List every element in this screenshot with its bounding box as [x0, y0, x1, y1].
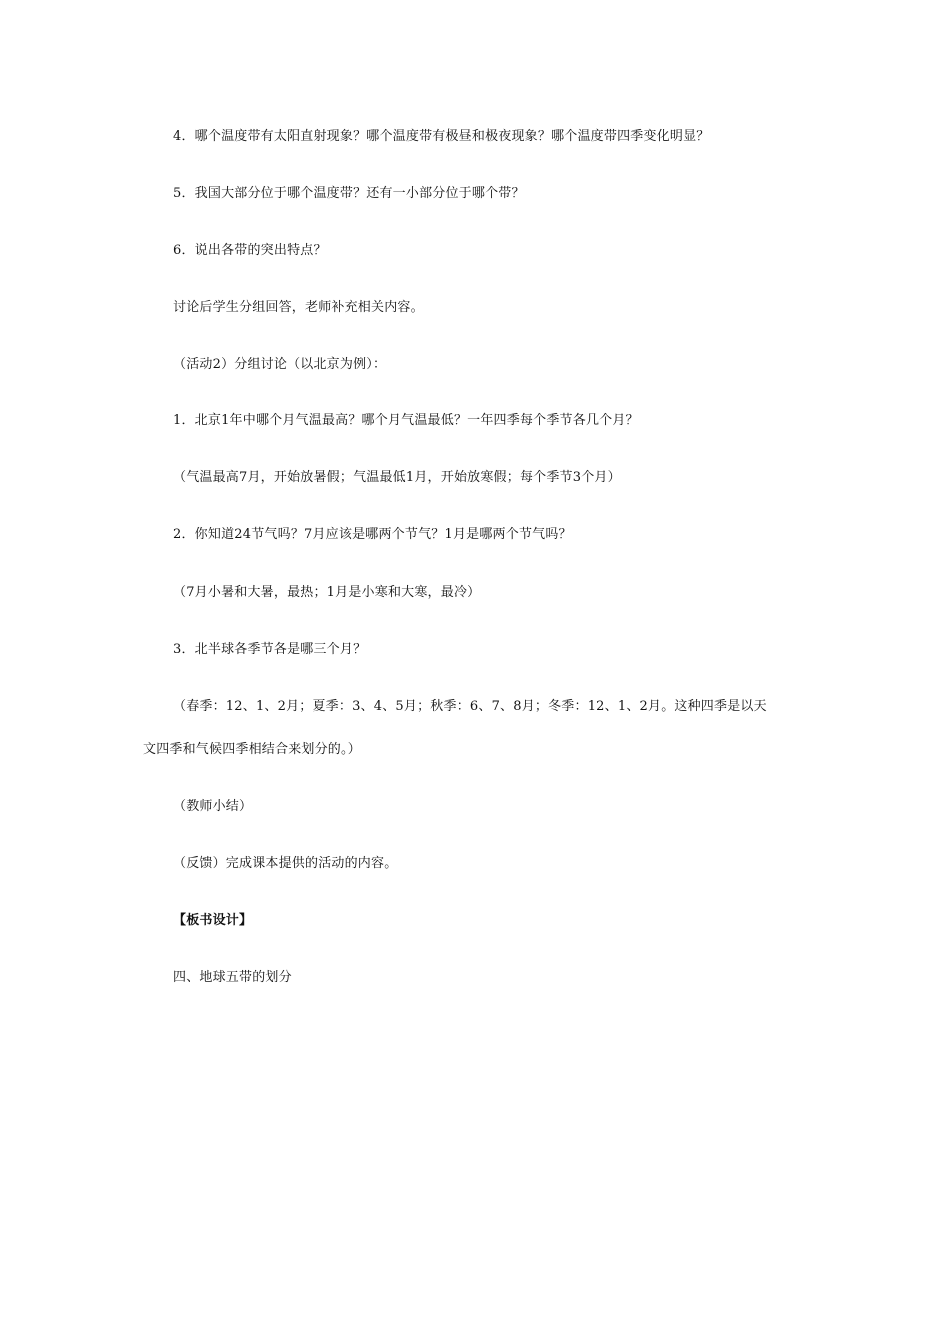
activity-answer-3-line-1: （春季：12、1、2月；夏季：3、4、5月；秋季：6、7、8月；冬季：12、1、2月。这种四季是以天 — [173, 699, 767, 714]
section-title: 四、地球五带的划分 — [173, 970, 292, 985]
teacher-summary: （教师小结） — [173, 799, 253, 814]
discussion-note: 讨论后学生分组回答，老师补充相关内容。 — [173, 300, 424, 315]
activity-answer-1: （气温最高7月，开始放暑假；气温最低1月，开始放寒假；每个季节3个月） — [173, 470, 621, 485]
activity-answer-2: （7月小暑和大暑，最热；1月是小寒和大寒，最冷） — [173, 585, 481, 600]
feedback-line: （反馈）完成课本提供的活动的内容。 — [173, 856, 398, 871]
question-4: 4．哪个温度带有太阳直射现象？哪个温度带有极昼和极夜现象？哪个温度带四季变化明显？ — [173, 129, 710, 144]
board-design-heading: 【板书设计】 — [173, 913, 253, 928]
question-6: 6．说出各带的突出特点？ — [173, 243, 327, 258]
activity-question-1: 1．北京1年中哪个月气温最高？哪个月气温最低？一年四季每个季节各几个月？ — [173, 413, 639, 428]
question-5: 5．我国大部分位于哪个温度带？还有一小部分位于哪个带？ — [173, 186, 525, 201]
activity-question-2: 2．你知道24节气吗？7月应该是哪两个节气？1月是哪两个节气吗？ — [173, 527, 572, 542]
activity-answer-3-line-2: 文四季和气候四季相结合来划分的。） — [143, 742, 361, 757]
activity-2-heading: （活动2）分组讨论（以北京为例）： — [173, 357, 387, 372]
activity-question-3: 3．北半球各季节各是哪三个月？ — [173, 642, 367, 657]
